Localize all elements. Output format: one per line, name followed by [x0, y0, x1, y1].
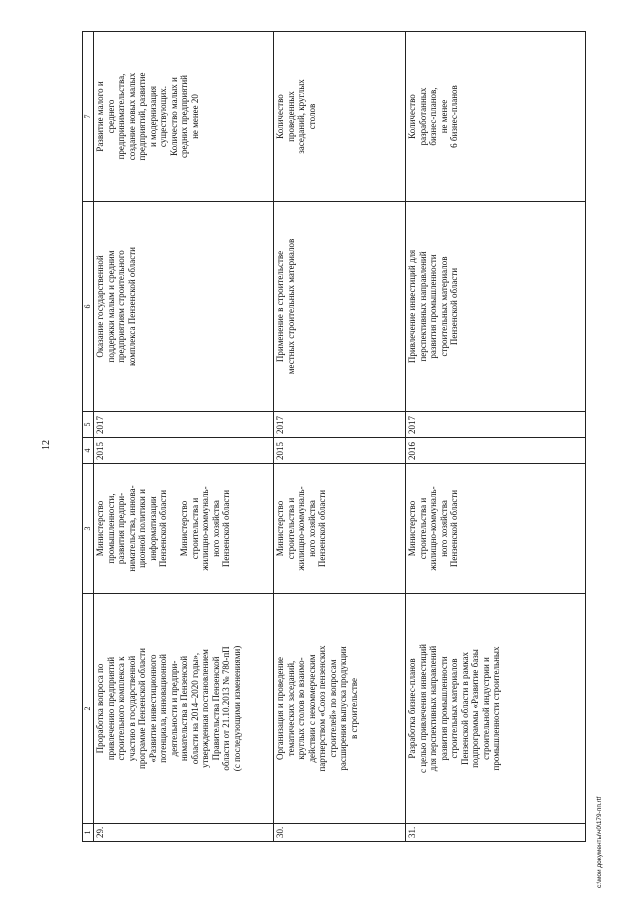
row-31-start-year: 2016 — [406, 437, 586, 463]
row-29-indicator: Развитие малого и среднего предпринимательства, создание новых малых предприятий, развитие и модернизация существующих. Количество малых и средних предприятий не менее 20 — [94, 31, 274, 201]
page-number: 12 — [41, 440, 52, 450]
measures-table — [82, 31, 586, 842]
row-30-start-year: 2015 — [274, 437, 406, 463]
header-col-1: 1 — [83, 823, 94, 841]
row-31-event: Разработка бизнес-планов с целью привлечения инвестиций для перспективных направлений развития промышленности строительных материалов Пензенской области в рамках подпрограммы «Развитие базы строительной индустрии и промышленности строительных — [406, 593, 586, 823]
row-31-end-year: 2017 — [406, 411, 586, 437]
row-29-result: Оказание государственной поддержки малым и средним предприятиям строительного комплекса Пензенской области — [94, 201, 274, 411]
row-30-end-year: 2017 — [274, 411, 406, 437]
row-30-event: Организация и проведение тематических заседаний, круглых столов во взаимо- действии с некоммерческим партнерством «Союз пензенских строителей» по вопросам расширения выпуска продукции в строительстве — [274, 593, 406, 823]
row-30-result: Применение в строительстве местных строительных материалов — [274, 201, 406, 411]
row-29-event: Проработка вопроса по привлечению предприятий строительного комплекса к участию в государственной программе Пензенской области «Развитие инвестиционного потенциала, инновационной деятельности и предпри- нимательства в Пензенской области на 2014–2020 годы», утвержденная постановлением Правительства Пензенской области от 21.10.2013 № 780-пП (с последующими изменениями) — [94, 593, 274, 823]
row-31-executor: Министерство строительства и жилищно-коммуналь- ного хозяйства Пензенской области — [406, 463, 586, 593]
header-col-5: 5 — [83, 411, 94, 437]
row-29-start-year: 2015 — [94, 437, 274, 463]
row-30-indicator: Количество проведенных заседаний, круглых столов — [274, 31, 406, 201]
row-30-number: 30. — [274, 823, 406, 841]
row-30-executor: Министерство строительства и жилищно-коммуналь- ного хозяйства Пензенской области — [274, 463, 406, 593]
header-col-2: 2 — [83, 593, 94, 823]
footer-file-path: c:\мои документы\ч0\179-пп.rtf — [596, 796, 603, 888]
row-29-end-year: 2017 — [94, 411, 274, 437]
header-col-7: 7 — [83, 31, 94, 201]
row-31-number: 31. — [406, 823, 586, 841]
row-29-executor: Министерство промышленности, развития предпри- нимательства, иннова- ционной политики и информатизации Пензенской области Министерство строительства и жилищно-коммуналь- ного хозяйства Пензенской области — [94, 463, 274, 593]
header-col-6: 6 — [83, 201, 94, 411]
row-29-number: 29. — [94, 823, 274, 841]
header-col-3: 3 — [83, 463, 94, 593]
row-31-indicator: Количество разработанных бизнес-планов, не менее 6 бизнес-планов — [406, 31, 586, 201]
row-31-result: Привлечение инвестиций для перспективных направлений развития промышленности строительных материалов Пензенской области — [406, 201, 586, 411]
header-col-4: 4 — [83, 437, 94, 463]
